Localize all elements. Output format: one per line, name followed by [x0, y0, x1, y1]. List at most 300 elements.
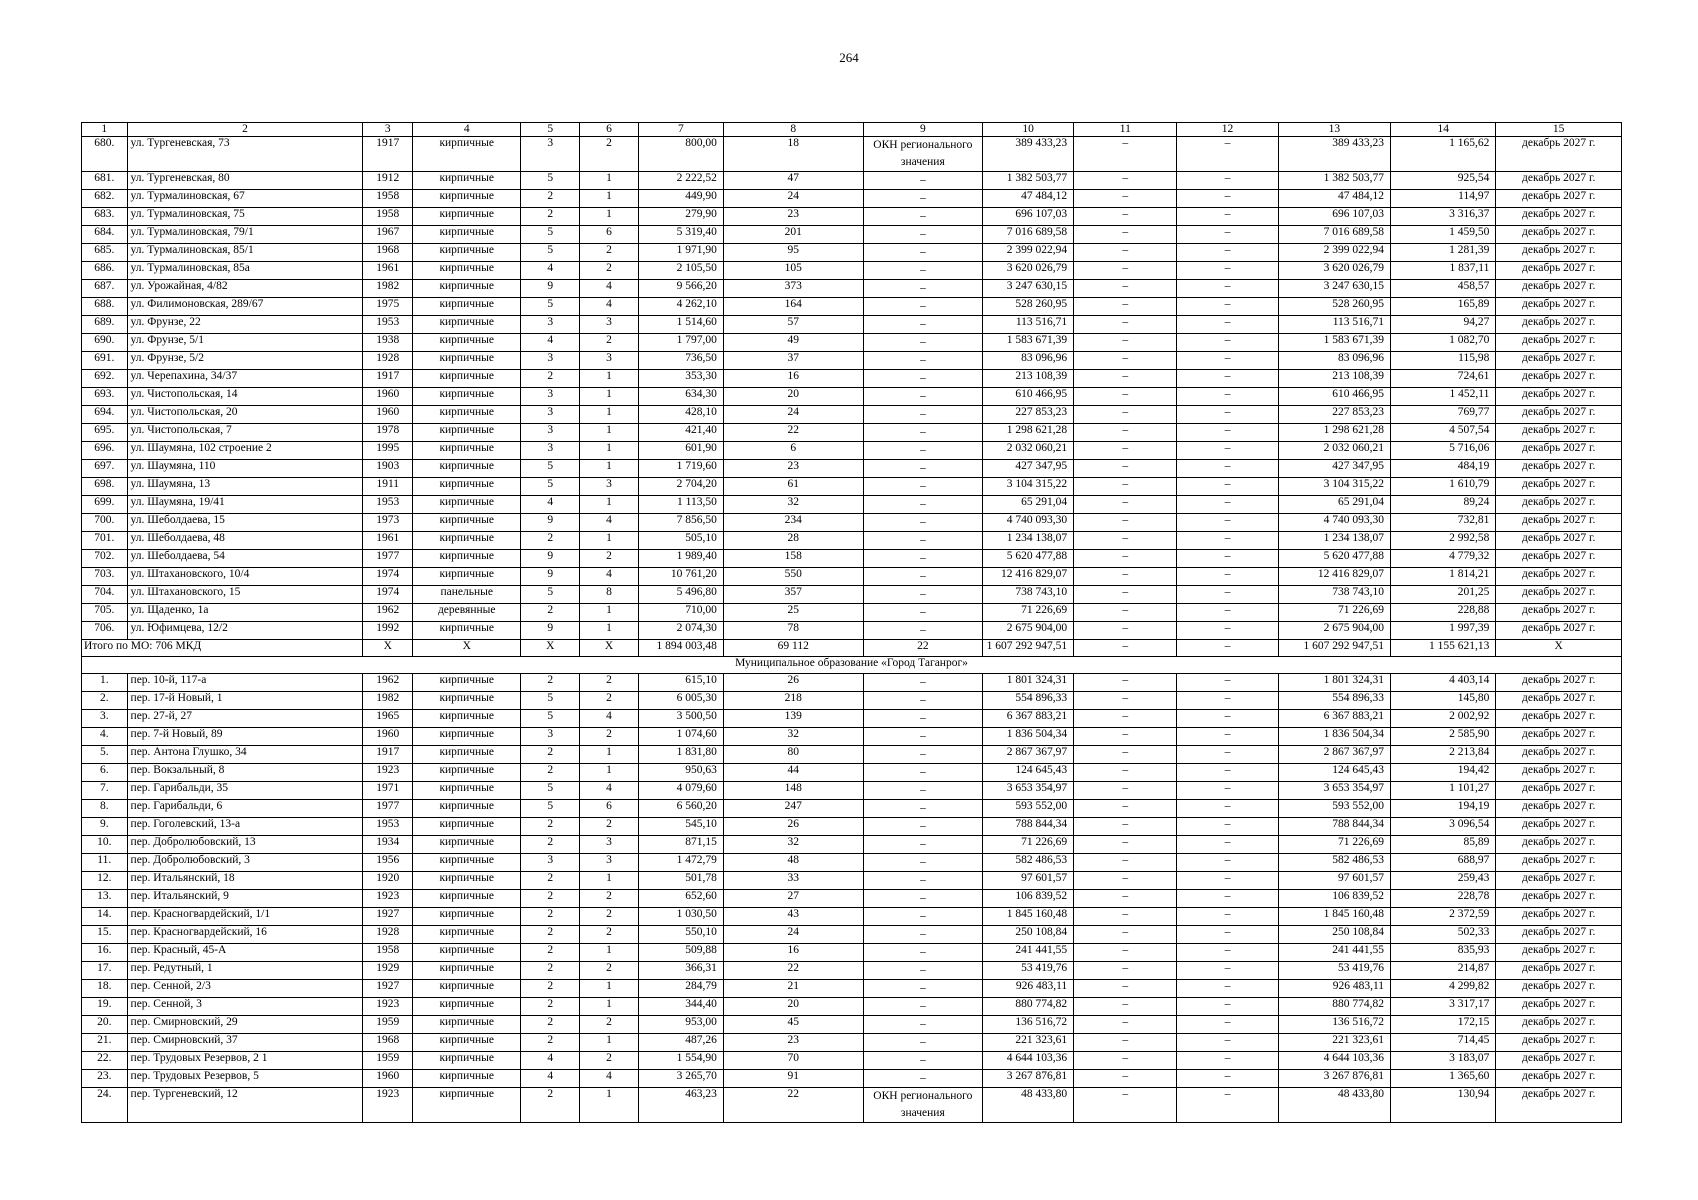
table-cell: 685.: [82, 244, 128, 262]
table-cell: 389 433,23: [983, 137, 1074, 172]
table-cell: –: [1074, 604, 1177, 622]
table-cell: 690.: [82, 334, 128, 352]
table-cell: –: [1177, 244, 1278, 262]
table-cell: –: [1177, 334, 1278, 352]
table-cell: 1911: [363, 478, 413, 496]
table-cell: 2 585,90: [1391, 728, 1496, 746]
table-cell: –: [1177, 980, 1278, 998]
table-cell: 1 452,11: [1391, 388, 1496, 406]
table-cell: 706.: [82, 622, 128, 640]
table-cell: 1: [580, 406, 639, 424]
table-cell: 194,42: [1391, 764, 1496, 782]
table-cell: –: [1177, 764, 1278, 782]
table-cell: 5: [521, 478, 580, 496]
table-cell: кирпичные: [413, 944, 521, 962]
table-cell: 7 016 689,58: [983, 226, 1074, 244]
table-cell: –: [1177, 406, 1278, 424]
table-cell: декабрь 2027 г.: [1496, 514, 1622, 532]
table-cell: 1927: [363, 980, 413, 998]
table-cell: 501,78: [638, 872, 723, 890]
table-cell: 698.: [82, 478, 128, 496]
table-cell: –: [1074, 424, 1177, 442]
table-cell: 610 466,95: [983, 388, 1074, 406]
table-cell: –: [1074, 746, 1177, 764]
table-cell: 3: [521, 388, 580, 406]
table-cell: –: [1074, 388, 1177, 406]
table-row: [82, 1034, 1622, 1052]
table-cell: 738 743,10: [1278, 586, 1390, 604]
table-cell: 3: [363, 123, 413, 137]
table-cell: 10.: [82, 836, 128, 854]
table-cell: –: [863, 460, 982, 478]
table-cell: –: [1074, 208, 1177, 226]
table-cell: ул. Шаумяна, 13: [127, 478, 363, 496]
table-row: [82, 244, 1622, 262]
table-cell: –: [863, 890, 982, 908]
table-cell: пер. Гарибальди, 6: [127, 800, 363, 818]
table-cell: 19.: [82, 998, 128, 1016]
table-cell: ОКН регионального значения: [863, 1088, 982, 1123]
table-cell: 1967: [363, 226, 413, 244]
table-cell: 4: [521, 262, 580, 280]
table-cell: 32: [723, 496, 863, 514]
table-cell: 610 466,95: [1278, 388, 1390, 406]
table-cell: 22.: [82, 1052, 128, 1070]
table-cell: –: [1074, 710, 1177, 728]
table-cell: 788 844,34: [983, 818, 1074, 836]
table-cell: декабрь 2027 г.: [1496, 424, 1622, 442]
table-cell: декабрь 2027 г.: [1496, 316, 1622, 334]
table-cell: –: [863, 710, 982, 728]
table-cell: 1 801 324,31: [983, 674, 1074, 692]
table-cell: декабрь 2027 г.: [1496, 674, 1622, 692]
table-cell: 736,50: [638, 352, 723, 370]
table-cell: 3: [521, 442, 580, 460]
table-row: [82, 226, 1622, 244]
table-cell: ул. Тургеневская, 80: [127, 172, 363, 190]
table-cell: 601,90: [638, 442, 723, 460]
table-cell: кирпичные: [413, 1088, 521, 1123]
table-cell: 3 620 026,79: [983, 262, 1074, 280]
table-cell: декабрь 2027 г.: [1496, 568, 1622, 586]
table-cell: 1995: [363, 442, 413, 460]
table-cell: пер. 7-й Новый, 89: [127, 728, 363, 746]
table-cell: 4 403,14: [1391, 674, 1496, 692]
table-cell: 696 107,03: [1278, 208, 1390, 226]
table-cell: ул. Штахановского, 10/4: [127, 568, 363, 586]
table-cell: 1 831,80: [638, 746, 723, 764]
table-cell: 2: [521, 890, 580, 908]
table-cell: 1958: [363, 190, 413, 208]
table-row: [82, 316, 1622, 334]
table-cell: 16: [723, 944, 863, 962]
table-cell: 593 552,00: [1278, 800, 1390, 818]
table-cell: 505,10: [638, 532, 723, 550]
table-cell: –: [1074, 782, 1177, 800]
table-row: [82, 514, 1622, 532]
table-cell: 593 552,00: [983, 800, 1074, 818]
table-cell: 687.: [82, 280, 128, 298]
table-cell: 5: [521, 123, 580, 137]
table-cell: 8: [723, 123, 863, 137]
table-cell: декабрь 2027 г.: [1496, 818, 1622, 836]
table-cell: 33: [723, 872, 863, 890]
table-cell: 5 620 477,88: [983, 550, 1074, 568]
table-cell: 2: [127, 123, 363, 137]
table-row: [82, 728, 1622, 746]
table-cell: 158: [723, 550, 863, 568]
table-cell: –: [863, 514, 982, 532]
table-cell: 1959: [363, 1016, 413, 1034]
table-cell: 49: [723, 334, 863, 352]
table-cell: 3 500,50: [638, 710, 723, 728]
table-cell: 71 226,69: [1278, 836, 1390, 854]
table-cell: 1973: [363, 514, 413, 532]
table-cell: 1: [580, 370, 639, 388]
table-cell: –: [863, 944, 982, 962]
table-cell: –: [863, 818, 982, 836]
table-row: [82, 1070, 1622, 1088]
table-cell: 113 516,71: [1278, 316, 1390, 334]
table-cell: 502,33: [1391, 926, 1496, 944]
table-cell: 115,98: [1391, 352, 1496, 370]
table-cell: пер. Добролюбовский, 13: [127, 836, 363, 854]
table-cell: –: [863, 244, 982, 262]
table-cell: 61: [723, 478, 863, 496]
table-row: [82, 764, 1622, 782]
table-cell: 1977: [363, 550, 413, 568]
table-cell: 1928: [363, 352, 413, 370]
table-cell: пер. Смирновский, 29: [127, 1016, 363, 1034]
table-row: [82, 782, 1622, 800]
table-cell: декабрь 2027 г.: [1496, 496, 1622, 514]
table-cell: пер. Вокзальный, 8: [127, 764, 363, 782]
table-cell: 5: [521, 710, 580, 728]
table-cell: 5: [521, 782, 580, 800]
table-cell: декабрь 2027 г.: [1496, 137, 1622, 172]
table-cell: X: [413, 640, 521, 657]
table-cell: –: [863, 280, 982, 298]
table-row: [82, 352, 1622, 370]
table-cell: 1: [580, 764, 639, 782]
table-cell: пер. Сенной, 3: [127, 998, 363, 1016]
table-cell: 148: [723, 782, 863, 800]
table-cell: 692.: [82, 370, 128, 388]
table-cell: –: [1177, 800, 1278, 818]
table-cell: 4: [521, 1052, 580, 1070]
table-cell: 2: [580, 728, 639, 746]
table-cell: –: [1074, 316, 1177, 334]
table-cell: –: [1074, 800, 1177, 818]
table-cell: 1977: [363, 800, 413, 818]
table-cell: –: [1074, 496, 1177, 514]
table-cell: 1 894 003,48: [638, 640, 723, 657]
table-cell: 835,93: [1391, 944, 1496, 962]
table-cell: 22: [723, 1088, 863, 1123]
table-cell: 4.: [82, 728, 128, 746]
table-cell: 5: [521, 244, 580, 262]
table-row: [82, 280, 1622, 298]
table-cell: пер. Итальянский, 18: [127, 872, 363, 890]
table-cell: 12 416 829,07: [1278, 568, 1390, 586]
table-cell: 1 459,50: [1391, 226, 1496, 244]
table-cell: 1 514,60: [638, 316, 723, 334]
table-cell: 3 247 630,15: [1278, 280, 1390, 298]
table-cell: –: [1177, 352, 1278, 370]
table-cell: 4: [521, 496, 580, 514]
table-cell: декабрь 2027 г.: [1496, 764, 1622, 782]
table-cell: 680.: [82, 137, 128, 172]
table-cell: декабрь 2027 г.: [1496, 998, 1622, 1016]
table-cell: 3: [521, 137, 580, 172]
table-cell: 550: [723, 568, 863, 586]
table-cell: 357: [723, 586, 863, 604]
table-cell: 2: [521, 818, 580, 836]
table-cell: 71 226,69: [983, 604, 1074, 622]
table-cell: 8: [580, 586, 639, 604]
table-cell: 2 675 904,00: [1278, 622, 1390, 640]
table-cell: 17.: [82, 962, 128, 980]
table-cell: –: [1177, 172, 1278, 190]
table-cell: 1971: [363, 782, 413, 800]
table-cell: 11.: [82, 854, 128, 872]
table-cell: 18.: [82, 980, 128, 998]
table-cell: кирпичные: [413, 926, 521, 944]
table-cell: 1 281,39: [1391, 244, 1496, 262]
table-cell: 27: [723, 890, 863, 908]
table-cell: 9: [521, 550, 580, 568]
table-cell: ул. Чистопольская, 20: [127, 406, 363, 424]
table-cell: 1923: [363, 1088, 413, 1123]
table-cell: 3 317,17: [1391, 998, 1496, 1016]
table-cell: 693.: [82, 388, 128, 406]
table-cell: 788 844,34: [1278, 818, 1390, 836]
table-cell: 1: [580, 604, 639, 622]
table-cell: –: [863, 226, 982, 244]
table-cell: –: [863, 388, 982, 406]
table-cell: 1974: [363, 586, 413, 604]
table-cell: –: [863, 692, 982, 710]
table-row: [82, 836, 1622, 854]
table-cell: 487,26: [638, 1034, 723, 1052]
table-cell: 130,94: [1391, 1088, 1496, 1123]
table-cell: 697.: [82, 460, 128, 478]
table-cell: 250 108,84: [1278, 926, 1390, 944]
table-cell: X: [363, 640, 413, 657]
table-cell: 1: [580, 424, 639, 442]
table-cell: 2 992,58: [1391, 532, 1496, 550]
table-cell: 1965: [363, 710, 413, 728]
table-cell: –: [863, 262, 982, 280]
table-cell: 1958: [363, 944, 413, 962]
table-cell: 1968: [363, 1034, 413, 1052]
table-cell: 2: [521, 1034, 580, 1052]
table-cell: 2 105,50: [638, 262, 723, 280]
table-cell: кирпичные: [413, 514, 521, 532]
table-cell: 24: [723, 190, 863, 208]
table-cell: 682.: [82, 190, 128, 208]
table-cell: 69 112: [723, 640, 863, 657]
table-cell: –: [863, 872, 982, 890]
table-cell: 213 108,39: [983, 370, 1074, 388]
table-cell: 241 441,55: [1278, 944, 1390, 962]
table-cell: 1962: [363, 604, 413, 622]
table-cell: пер. Тургеневский, 12: [127, 1088, 363, 1123]
table-row: [82, 746, 1622, 764]
table-cell: 1 298 621,28: [1278, 424, 1390, 442]
table-cell: 6 367 883,21: [983, 710, 1074, 728]
table-cell: 1: [580, 190, 639, 208]
table-cell: –: [1177, 550, 1278, 568]
table-row: [82, 1016, 1622, 1034]
table-cell: 53 419,76: [1278, 962, 1390, 980]
table-cell: 3 620 026,79: [1278, 262, 1390, 280]
table-cell: 705.: [82, 604, 128, 622]
table-cell: –: [1074, 926, 1177, 944]
table-cell: 23.: [82, 1070, 128, 1088]
table-cell: 2: [521, 926, 580, 944]
table-cell: 106 839,52: [983, 890, 1074, 908]
table-cell: –: [1177, 1052, 1278, 1070]
table-cell: 5 496,80: [638, 586, 723, 604]
table-cell: декабрь 2027 г.: [1496, 872, 1622, 890]
table-cell: 2 074,30: [638, 622, 723, 640]
table-cell: 1974: [363, 568, 413, 586]
table-cell: 2: [580, 1052, 639, 1070]
table-cell: –: [1074, 1052, 1177, 1070]
table-cell: –: [863, 800, 982, 818]
table-cell: пер. Итальянский, 9: [127, 890, 363, 908]
table-cell: –: [863, 836, 982, 854]
table-cell: кирпичные: [413, 998, 521, 1016]
table-cell: ул. Турмалиновская, 85а: [127, 262, 363, 280]
table-cell: 194,19: [1391, 800, 1496, 818]
table-cell: 458,57: [1391, 280, 1496, 298]
table-cell: –: [863, 728, 982, 746]
table-cell: –: [1177, 460, 1278, 478]
table-cell: 3 267 876,81: [1278, 1070, 1390, 1088]
table-cell: 4 507,54: [1391, 424, 1496, 442]
table-cell: 1 845 160,48: [983, 908, 1074, 926]
table-cell: кирпичные: [413, 622, 521, 640]
table-cell: декабрь 2027 г.: [1496, 622, 1622, 640]
table-cell: 344,40: [638, 998, 723, 1016]
table-cell: 2: [580, 674, 639, 692]
table-cell: кирпичные: [413, 262, 521, 280]
table-cell: –: [1074, 998, 1177, 1016]
table-cell: 582 486,53: [1278, 854, 1390, 872]
table-cell: 684.: [82, 226, 128, 244]
table-cell: 2: [580, 890, 639, 908]
table-cell: 228,88: [1391, 604, 1496, 622]
table-cell: –: [1074, 836, 1177, 854]
table-cell: 1953: [363, 496, 413, 514]
table-cell: ул. Щаденко, 1а: [127, 604, 363, 622]
table-cell: 25: [723, 604, 863, 622]
table-cell: –: [1177, 622, 1278, 640]
section-header-row: [82, 657, 1622, 674]
table-cell: 1 971,90: [638, 244, 723, 262]
table-cell: 6: [580, 800, 639, 818]
table-cell: 373: [723, 280, 863, 298]
table-cell: 7 856,50: [638, 514, 723, 532]
table-cell: 26: [723, 818, 863, 836]
table-cell: 652,60: [638, 890, 723, 908]
table-cell: 3 247 630,15: [983, 280, 1074, 298]
table-cell: пер. Трудовых Резервов, 5: [127, 1070, 363, 1088]
table-cell: 688,97: [1391, 854, 1496, 872]
table-cell: 1 583 671,39: [983, 334, 1074, 352]
table-cell: 3: [521, 352, 580, 370]
table-cell: –: [1177, 604, 1278, 622]
table-cell: декабрь 2027 г.: [1496, 586, 1622, 604]
table-cell: ул. Штахановского, 15: [127, 586, 363, 604]
table-cell: кирпичные: [413, 1052, 521, 1070]
table-cell: X: [580, 640, 639, 657]
table-cell: 1 997,39: [1391, 622, 1496, 640]
table-cell: кирпичные: [413, 836, 521, 854]
table-cell: 704.: [82, 586, 128, 604]
table-cell: 3 183,07: [1391, 1052, 1496, 1070]
table-cell: декабрь 2027 г.: [1496, 226, 1622, 244]
table-cell: –: [1177, 854, 1278, 872]
table-cell: 9.: [82, 818, 128, 836]
table-cell: –: [863, 316, 982, 334]
table-cell: –: [1074, 280, 1177, 298]
table-cell: 1958: [363, 208, 413, 226]
table-cell: 1: [580, 980, 639, 998]
table-cell: 696 107,03: [983, 208, 1074, 226]
table-cell: 1 165,62: [1391, 137, 1496, 172]
table-cell: 44: [723, 764, 863, 782]
table-cell: –: [1074, 1016, 1177, 1034]
table-cell: 1 365,60: [1391, 1070, 1496, 1088]
table-cell: 950,63: [638, 764, 723, 782]
table-cell: 1 607 292 947,51: [1278, 640, 1390, 657]
table-cell: декабрь 2027 г.: [1496, 800, 1622, 818]
table-cell: кирпичные: [413, 532, 521, 550]
table-cell: 1959: [363, 1052, 413, 1070]
table-cell: пер. Красногвардейский, 16: [127, 926, 363, 944]
table-cell: 4: [580, 514, 639, 532]
table-cell: 1 382 503,77: [1278, 172, 1390, 190]
table-row: [82, 208, 1622, 226]
table-row: [82, 586, 1622, 604]
table-cell: 1917: [363, 137, 413, 172]
table-cell: пер. 27-й, 27: [127, 710, 363, 728]
table-cell: 4 644 103,36: [1278, 1052, 1390, 1070]
table-cell: 2 213,84: [1391, 746, 1496, 764]
table-cell: –: [863, 1070, 982, 1088]
table-cell: 1 113,50: [638, 496, 723, 514]
table-row: [82, 568, 1622, 586]
table-cell: –: [1074, 764, 1177, 782]
table-row: [82, 172, 1622, 190]
table-cell: 4: [521, 334, 580, 352]
table-cell: 9: [521, 280, 580, 298]
table-cell: 16.: [82, 944, 128, 962]
table-cell: –: [1177, 710, 1278, 728]
table-cell: ул. Филимоновская, 289/67: [127, 298, 363, 316]
table-cell: –: [1074, 334, 1177, 352]
table-cell: 80: [723, 746, 863, 764]
table-cell: 16: [723, 370, 863, 388]
table-cell: ул. Турмалиновская, 79/1: [127, 226, 363, 244]
table-cell: 14: [1391, 123, 1496, 137]
table-cell: 221 323,61: [1278, 1034, 1390, 1052]
table-cell: 13: [1278, 123, 1390, 137]
table-cell: 2 867 367,97: [983, 746, 1074, 764]
